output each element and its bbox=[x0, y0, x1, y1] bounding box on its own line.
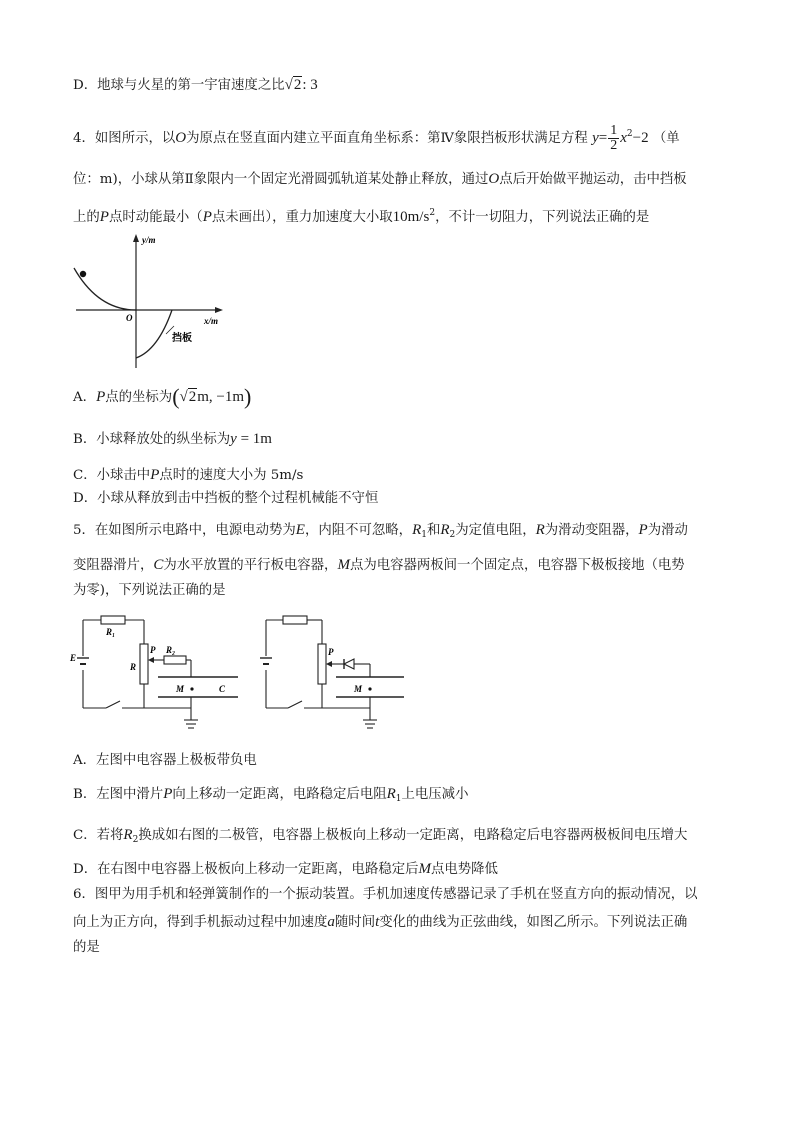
label-m: M bbox=[176, 684, 185, 694]
q4-option-c: C．小球击中P点时的速度大小为 5m/s bbox=[73, 467, 304, 483]
label-p: P bbox=[150, 645, 156, 655]
resistor-r1 bbox=[101, 616, 125, 624]
sqrt-2: √2 bbox=[284, 77, 302, 93]
y-axis-label: y/m bbox=[142, 235, 156, 245]
q4-stem-line1: 4．如图所示，以O为原点在竖直面内建立平面直角坐标系：第Ⅳ象限挡板形状满足方程 y= $\frac{1}{2}$ $x^2-2$ （单 bbox=[73, 123, 680, 153]
q5-stem-line3: 为零)，下列说法正确的是 bbox=[73, 583, 226, 598]
label-m: M bbox=[354, 684, 363, 694]
diode-triangle bbox=[344, 659, 354, 669]
resistor-r2 bbox=[164, 656, 186, 664]
resistor-r1 bbox=[283, 616, 307, 624]
q5-option-d: D．在右图中电容器上极板向上移动一定距离，电路稳定后M点电势降低 bbox=[73, 861, 498, 877]
rheostat-r bbox=[140, 644, 148, 684]
q4-coordinate-figure bbox=[68, 230, 228, 370]
q5-option-a: A．左图中电容器上极板带负电 bbox=[73, 753, 257, 768]
label-e: E bbox=[70, 653, 77, 663]
x-axis-label: x/m bbox=[204, 316, 219, 326]
q4-option-a: A．P点的坐标为(√2m, −1m) bbox=[73, 384, 252, 409]
point-m bbox=[368, 687, 371, 690]
q6-stem-line2: 向上为正方向，得到手机振动过程中加速度a随时间t变化的曲线为正弦曲线，如图乙所示。下列说法正确 bbox=[73, 914, 688, 930]
q6-stem-line1: 6．图甲为用手机和轻弹簧制作的一个振动装置。手机加速度传感器记录了手机在竖直方向的振动情况，以 bbox=[73, 887, 698, 902]
q5-left-circuit bbox=[68, 608, 248, 738]
q5-option-c: C．若将$R_2$换成如右图的二极管，电容器上极板向上移动一定距离，电路稳定后电容器两极板间电压增大 bbox=[73, 827, 688, 845]
x-axis-arrow bbox=[215, 307, 223, 313]
slider-p-arrow bbox=[326, 661, 332, 667]
sqrt-2-coord: √2 bbox=[179, 389, 197, 405]
point-m bbox=[190, 687, 193, 690]
slider-p-arrow bbox=[148, 657, 154, 663]
q5-stem-line1: 5．在如图所示电路中，电源电动势为E，内阻不可忽略，$R_1$和$R_2$为定值电阻，R为滑动变阻器，P为滑动 bbox=[73, 522, 688, 540]
label-c: C bbox=[219, 684, 226, 694]
q3-option-d: D．地球与火星的第一宇宙速度之比√2: 3 bbox=[73, 77, 318, 93]
y-axis-arrow bbox=[133, 234, 139, 242]
fraction-half: $\frac{1}{2}$ bbox=[610, 123, 618, 153]
q5-stem-line2: 变阻器滑片，C为水平放置的平行板电容器，M点为电容器两板间一个固定点，电容器下极板接地（电势 bbox=[73, 557, 685, 573]
baffle-curve bbox=[136, 310, 172, 358]
q6-stem-line3: 的是 bbox=[73, 940, 100, 955]
label-r2: R₂ bbox=[166, 645, 176, 655]
switch bbox=[288, 701, 302, 708]
baffle-label: 挡板 bbox=[172, 333, 192, 344]
label-r1: R₁ bbox=[106, 627, 116, 637]
origin-label: O bbox=[126, 313, 133, 323]
q4-stem-line2: 位：m)，小球从第Ⅱ象限内一个固定光滑圆弧轨道某处静止释放，通过O点后开始做平抛运动，击中挡板 bbox=[73, 171, 687, 187]
q5-right-circuit bbox=[258, 608, 408, 738]
ball bbox=[80, 271, 86, 277]
q5-option-b: B．左图中滑片P向上移动一定距离，电路稳定后电阻$R_1$上电压减小 bbox=[73, 786, 469, 804]
label-p: P bbox=[328, 647, 334, 657]
q4-option-b: B．小球释放处的纵坐标为y = 1m bbox=[73, 431, 272, 447]
switch bbox=[106, 701, 120, 708]
rheostat-r bbox=[318, 644, 326, 684]
q4-stem-line3: 上的P点时动能最小（P点未画出），重力加速度大小取$10m/s^2$，不计一切阻力，下列说法正确的是 bbox=[73, 208, 650, 225]
q4-option-d: D．小球从释放到击中挡板的整个过程机械能不守恒 bbox=[73, 491, 379, 506]
label-r: R bbox=[130, 662, 137, 672]
